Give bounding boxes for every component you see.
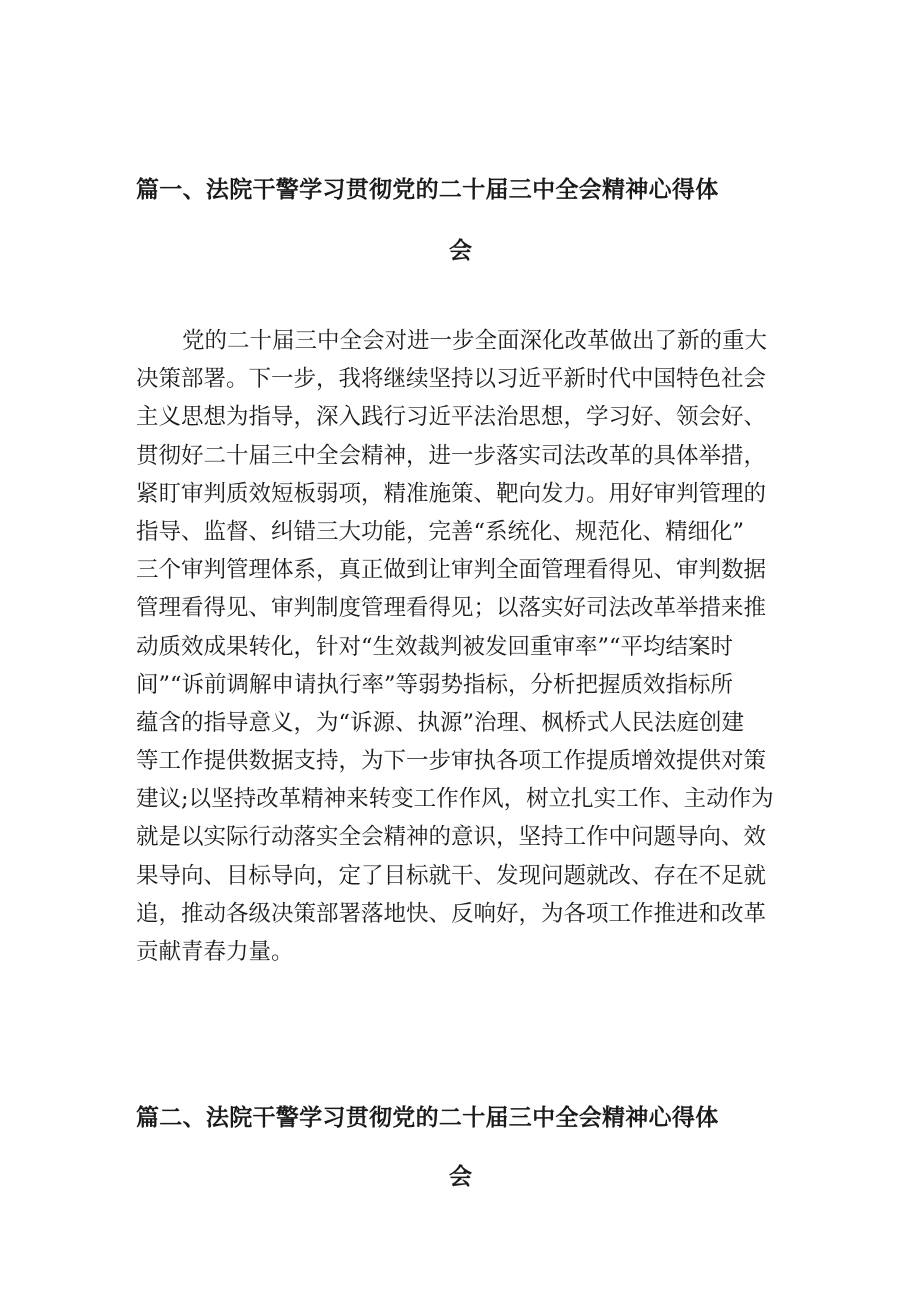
paragraph-line: 决策部署。下一步，我将继续坚持以习近平新时代中国特色社会	[136, 366, 767, 393]
paragraph-line: 果导向、目标导向，定了目标就干、发现问题就改、存在不足就	[136, 862, 767, 889]
paragraph-line: 指导、监督、纠错三大功能，完善“系统化、规范化、精细化”	[136, 518, 745, 545]
paragraph-line: 就是以实际行动落实全会精神的意识，坚持工作中问题导向、效	[136, 824, 767, 851]
paragraph-line: 三个审判管理体系，真正做到让审判全面管理看得见、审判数据	[136, 557, 767, 584]
paragraph-line: 管理看得见、审判制度管理看得见；以落实好司法改革举措来推	[136, 595, 767, 622]
paragraph-line: 建议;以坚持改革精神来转变工作作风，树立扎实工作、主动作为	[136, 786, 774, 813]
paragraph-line: 间”“诉前调解申请执行率”等弱势指标，分析把握质效指标所	[136, 671, 734, 698]
section2-title-line1: 篇二、法院干警学习贯彻党的二十届三中全会精神心得体	[136, 1105, 719, 1131]
section2-title-line2: 会	[449, 1164, 473, 1190]
paragraph-line: 蕴含的指导意义，为“诉源、执源”治理、枫桥式人民法庭创建	[136, 709, 745, 736]
paragraph-line: 贯彻好二十届三中全会精神，进一步落实司法改革的具体举措，	[136, 442, 767, 469]
paragraph-line: 党的二十届三中全会对进一步全面深化改革做出了新的重大	[182, 328, 768, 354]
paragraph-line: 贡献青春力量。	[136, 939, 294, 965]
paragraph-line: 主义思想为指导，深入践行习近平法治思想，学习好、领会好、	[136, 404, 767, 431]
section1-title-line2: 会	[449, 238, 473, 264]
paragraph-line: 追，推动各级决策部署落地快、反响好，为各项工作推进和改革	[136, 900, 767, 927]
paragraph-line: 紧盯审判质效短板弱项，精准施策、靶向发力。用好审判管理的	[136, 480, 767, 507]
paragraph-line: 动质效成果转化，针对“生效裁判被发回重审率”“平均结案时	[136, 633, 734, 660]
paragraph-line: 等工作提供数据支持，为下一步审执各项工作提质增效提供对策	[136, 748, 767, 775]
section1-paragraph	[136, 322, 786, 971]
section1-title-line1: 篇一、法院干警学习贯彻党的二十届三中全会精神心得体	[136, 177, 719, 203]
